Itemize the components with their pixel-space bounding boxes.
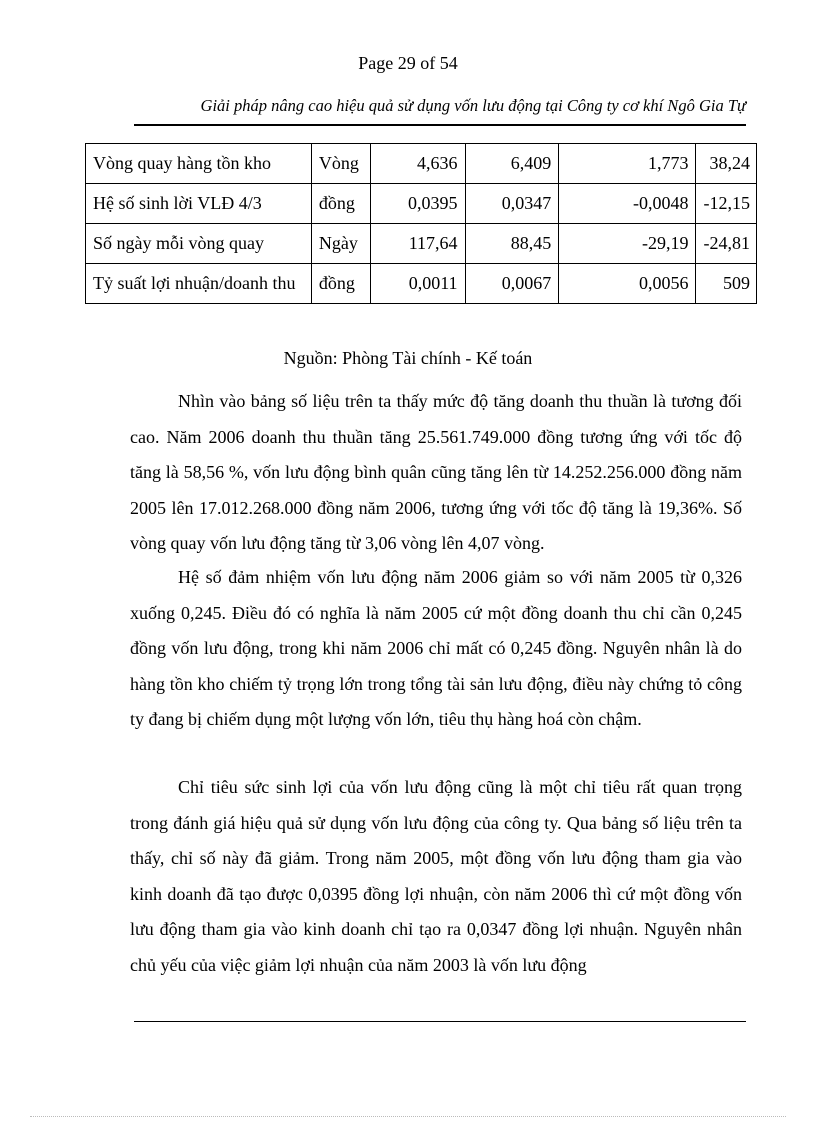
percent-cell: 509: [696, 264, 757, 304]
paragraph-text: Hệ số đảm nhiệm vốn lưu động năm 2006 giảm so với năm 2005 từ 0,326 xuống 0,245. Điều đó có nghĩa là năm 2005 cứ một đồng doanh thu chỉ cần 0,245 đồng vốn lưu động, trong khi năm 2006 chỉ mất có 0,245 đồng. Nguyên nhân là do hàng tồn kho chiếm tỷ trọng lớn trong tổng tài sản lưu động, điều này chứng tỏ công ty đang bị chiếm dụng một lượng vốn lớn, tiêu thụ hàng hoá còn chậm.: [130, 567, 742, 729]
document-header-title: Giải pháp nâng cao hiệu quả sử dụng vốn lưu động tại Công ty cơ khí Ngô Gia Tự: [200, 96, 746, 115]
body-paragraph: [130, 560, 742, 738]
value-2005-cell: 0,0011: [370, 264, 465, 304]
value-2006-cell: 0,0067: [465, 264, 559, 304]
footer-rule: [134, 1021, 746, 1022]
unit-cell: Ngày: [311, 224, 370, 264]
indicator-label: Số ngày mỗi vòng quay: [86, 224, 312, 264]
page-number: Page 29 of 54: [358, 53, 458, 73]
body-paragraph: [130, 384, 742, 562]
table-row: [86, 184, 757, 224]
unit-cell: Vòng: [311, 144, 370, 184]
table-row: [86, 224, 757, 264]
indicator-label: Tỷ suất lợi nhuận/doanh thu: [86, 264, 312, 304]
percent-cell: -24,81: [696, 224, 757, 264]
paragraph-text: Nhìn vào bảng số liệu trên ta thấy mức độ tăng doanh thu thuần là tương đối cao. Năm 2006 doanh thu thuần tăng 25.561.749.000 đồng tương ứng với tốc độ tăng là 58,56 %, vốn lưu động bình quân cũng tăng lên từ 14.252.256.000 đồng năm 2005 lên 17.012.268.000 đồng năm 2006, tương ứng với tốc độ tăng là 19,36%. Số vòng quay vốn lưu động tăng từ 3,06 vòng lên 4,07 vòng.: [130, 391, 742, 553]
indicator-label: Vòng quay hàng tồn kho: [86, 144, 312, 184]
page-edge-dotted-line: [30, 1116, 786, 1117]
difference-cell: 0,0056: [559, 264, 696, 304]
value-2006-cell: 88,45: [465, 224, 559, 264]
table-source-note: Nguồn: Phòng Tài chính - Kế toán: [283, 348, 533, 368]
value-2006-cell: 6,409: [465, 144, 559, 184]
body-paragraph: [130, 770, 742, 983]
difference-cell: -29,19: [559, 224, 696, 264]
indicator-label: Hệ số sinh lời VLĐ 4/3: [86, 184, 312, 224]
value-2006-cell: 0,0347: [465, 184, 559, 224]
header-rule: [134, 124, 746, 126]
financial-indicators-table: [85, 143, 757, 304]
table-row: [86, 144, 757, 184]
table-row: [86, 264, 757, 304]
unit-cell: đồng: [311, 184, 370, 224]
value-2005-cell: 117,64: [370, 224, 465, 264]
value-2005-cell: 0,0395: [370, 184, 465, 224]
difference-cell: 1,773: [559, 144, 696, 184]
unit-cell: đồng: [311, 264, 370, 304]
percent-cell: -12,15: [696, 184, 757, 224]
paragraph-text: Chỉ tiêu sức sinh lợi của vốn lưu động cũng là một chỉ tiêu rất quan trọng trong đánh giá hiệu quả sử dụng vốn lưu động của công ty. Qua bảng số liệu trên ta thấy, chỉ số này đã giảm. Trong năm 2005, một đồng vốn lưu động tham gia vào kinh doanh đã tạo được 0,0395 đồng lợi nhuận, còn năm 2006 thì cứ một đồng vốn lưu động tham gia vào kinh doanh chỉ tạo ra 0,0347 đồng lợi nhuận. Nguyên nhân chủ yếu của việc giảm lợi nhuận của năm 2003 là vốn lưu động: [130, 777, 742, 975]
value-2005-cell: 4,636: [370, 144, 465, 184]
percent-cell: 38,24: [696, 144, 757, 184]
difference-cell: -0,0048: [559, 184, 696, 224]
